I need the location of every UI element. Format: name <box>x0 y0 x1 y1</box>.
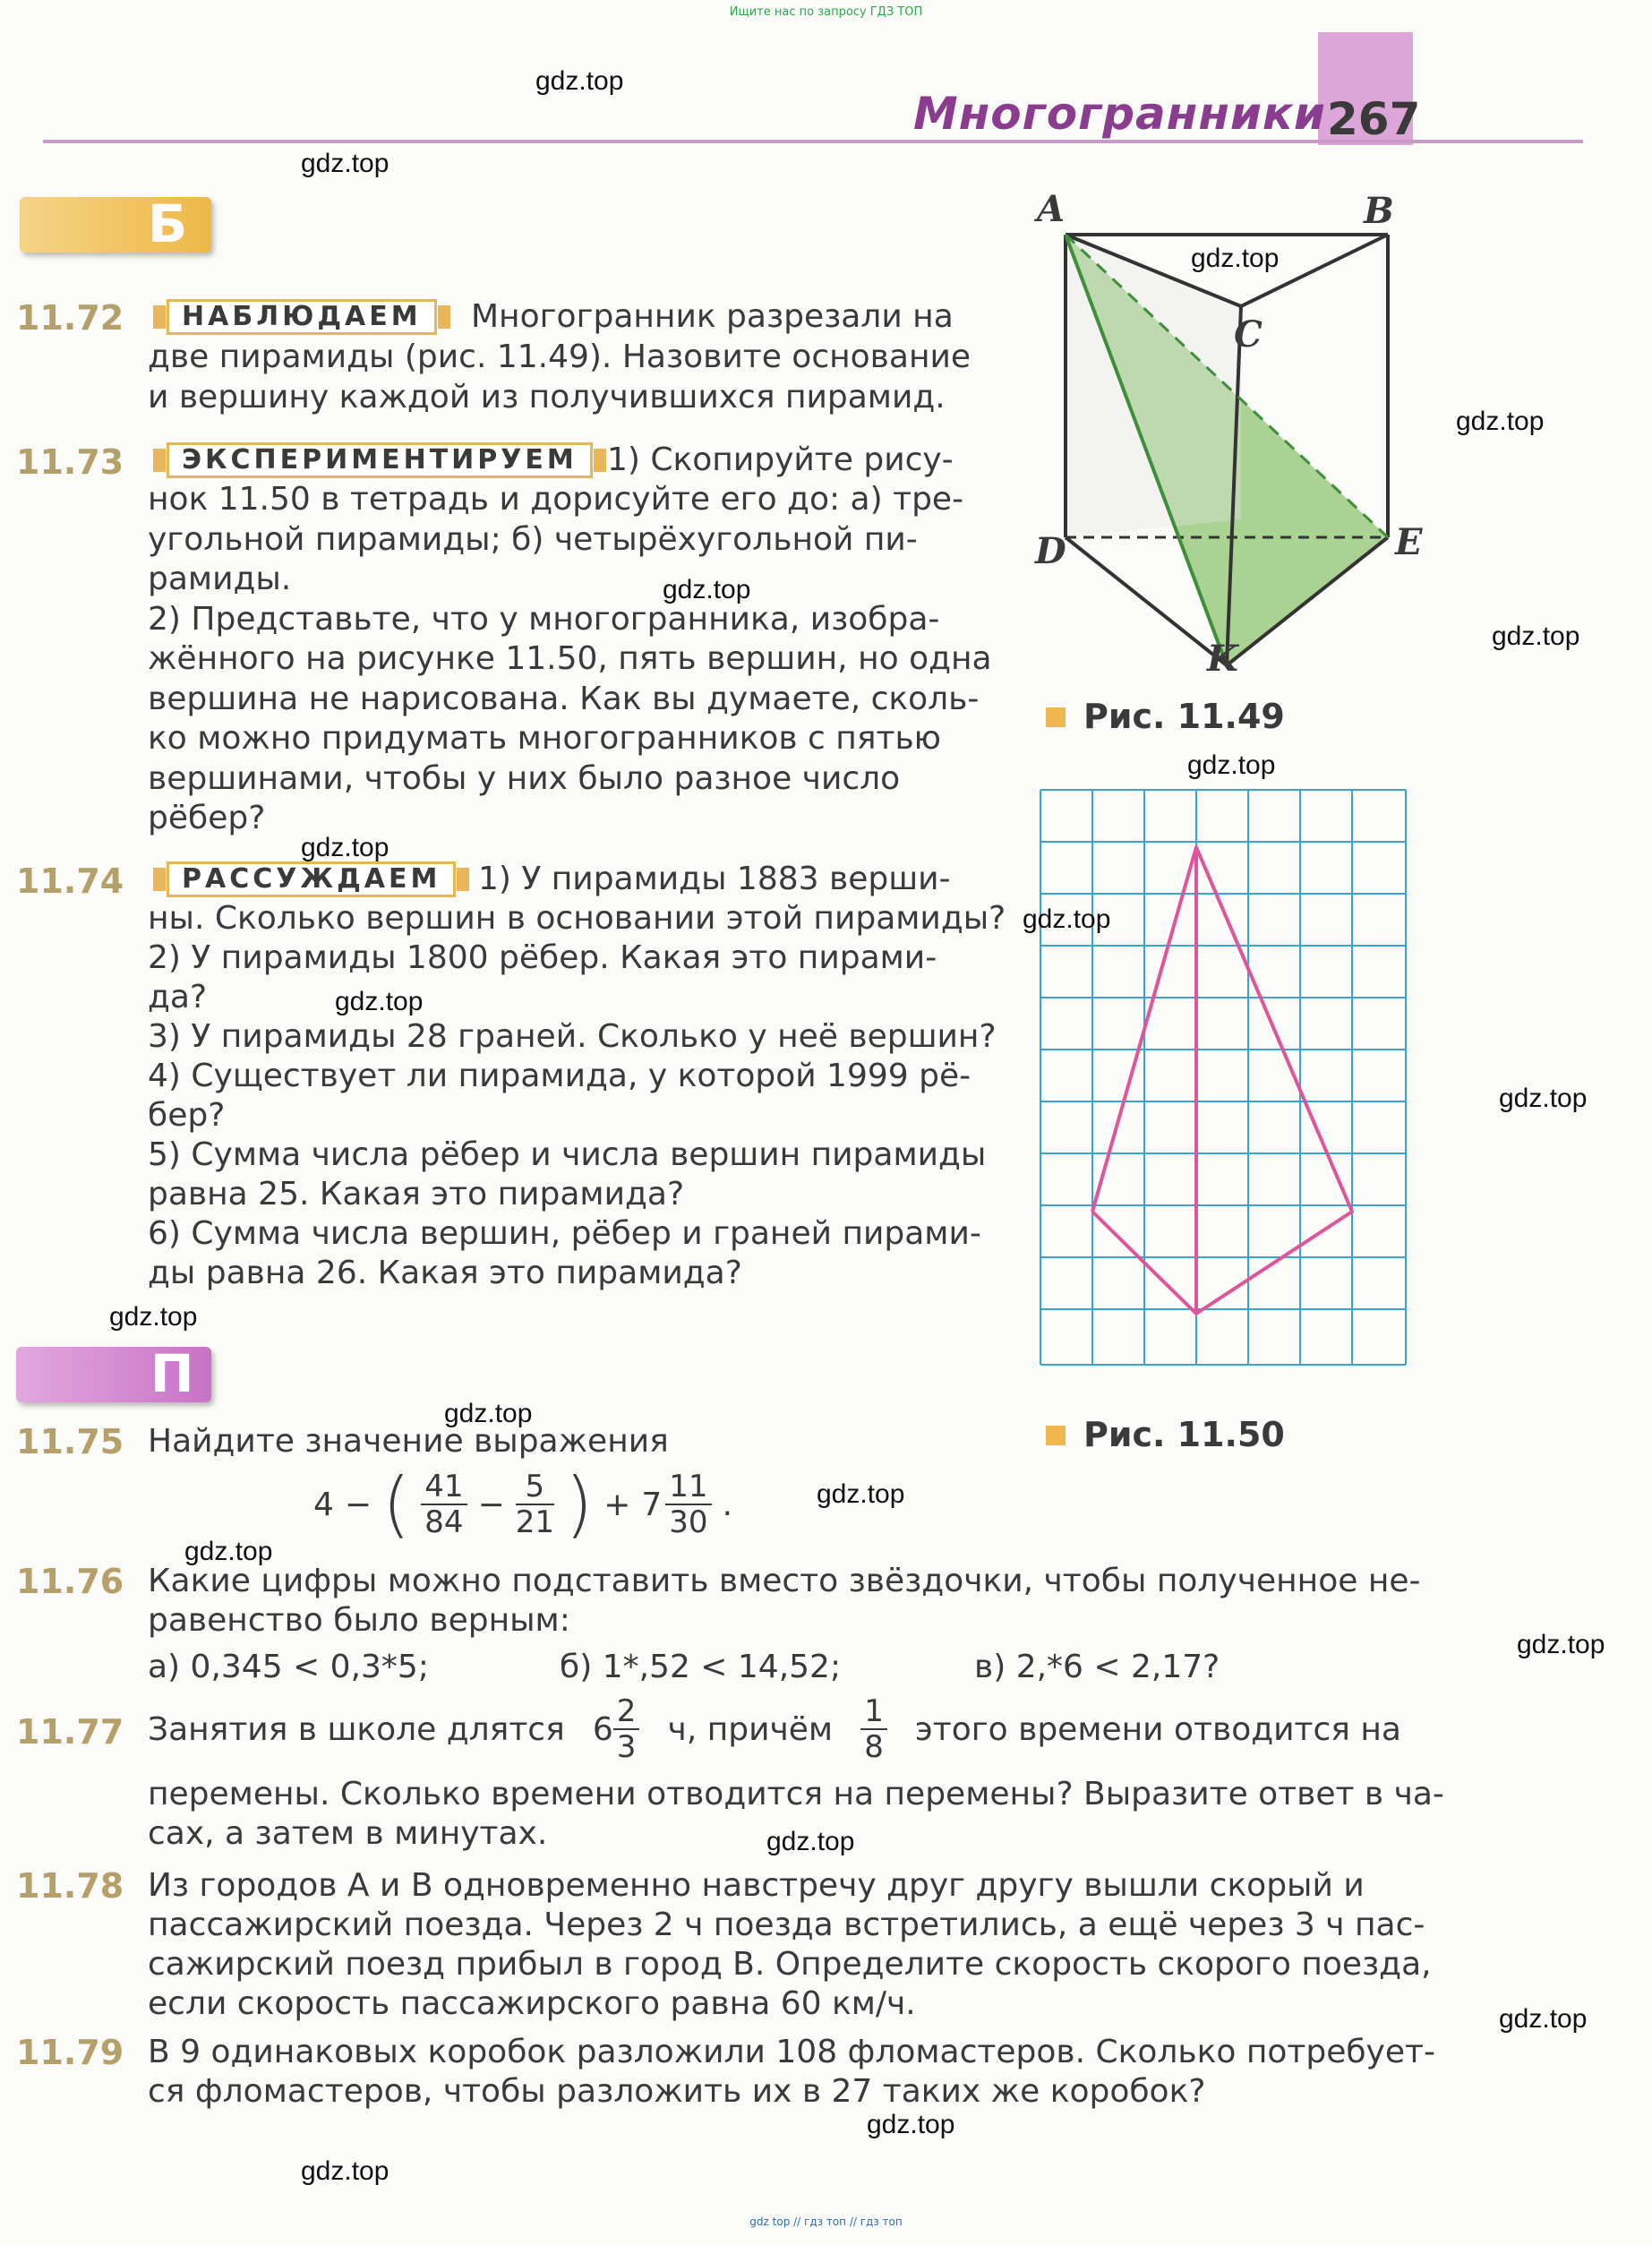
watermark: gdz.top <box>301 833 389 862</box>
fraction: $\frac{11}{30}$ <box>665 1470 711 1539</box>
watermark: gdz.top <box>1492 621 1580 651</box>
watermark: gdz.top <box>301 2156 389 2186</box>
watermark: gdz.top <box>1456 407 1545 436</box>
watermark: gdz.top <box>1191 244 1280 273</box>
fraction: $\frac{5}{21}$ <box>515 1469 554 1540</box>
text-line: две пирамиды (рис. 11.49). Назовите основание <box>148 338 972 375</box>
chapter-title: Многогранники <box>913 88 1326 140</box>
text-line: да? <box>148 979 208 1015</box>
text-line: рёбер? <box>148 800 266 836</box>
watermark: gdz.top <box>1499 2004 1588 2034</box>
watermark: gdz.top <box>535 66 624 96</box>
text-line: 2) Представьте, что у многогранника, изобра- <box>148 601 940 638</box>
text-line: ны. Сколько вершин в основании этой пирамиды? <box>148 900 1006 937</box>
prism-back-face <box>1066 235 1241 537</box>
watermark: gdz.top <box>444 1399 533 1428</box>
watermark: gdz.top <box>663 575 751 604</box>
math-expression <box>313 1462 733 1546</box>
expr-plus: + <box>603 1486 631 1523</box>
grid-lines <box>1040 790 1406 1365</box>
watermark: gdz.top <box>1499 1084 1588 1113</box>
text-line: 1) У пирамиды 1883 верши- <box>478 861 951 897</box>
text-line: сажирский поезд прибыл в город B. Определите скорость скорого поезда, <box>148 1946 1432 1983</box>
figure-caption: Рис. 11.49 <box>1083 697 1285 736</box>
text-line: 3) У пирамиды 28 граней. Сколько у неё вершин? <box>148 1018 997 1055</box>
option-a: а) 0,345 < 0,3*5; <box>148 1649 429 1685</box>
caption-marker <box>1046 1426 1066 1445</box>
problem-number: 11.79 <box>16 2033 124 2072</box>
section-label: ЭКСПЕРИМЕНТИРУЕМ <box>167 442 593 478</box>
problem-number: 11.74 <box>16 861 124 901</box>
problem-number: 11.73 <box>16 442 124 482</box>
kite-outline <box>1092 847 1352 1314</box>
vertex-label: K <box>1207 638 1238 680</box>
watermark: gdz.top <box>301 149 389 178</box>
watermark: gdz.top <box>867 2110 955 2139</box>
watermark: gdz.top <box>109 1302 198 1332</box>
problem-number: 11.77 <box>16 1712 124 1752</box>
paren-right: ) <box>565 1462 594 1546</box>
fraction: $\frac{41}{84}$ <box>421 1470 466 1539</box>
text-line: сах, а затем в минутах. <box>148 1815 548 1852</box>
vertex-label: A <box>1037 188 1066 230</box>
text-line: В 9 одинаковых коробок разложили 108 фломастеров. Сколько потребует- <box>148 2034 1435 2070</box>
text-line: ды равна 26. Какая это пирамида? <box>148 1255 742 1291</box>
watermark: gdz.top <box>184 1537 273 1566</box>
text-line: Найдите значение выражения <box>148 1423 669 1460</box>
section-p-letter: П <box>150 1343 194 1404</box>
text-line: 6) Сумма числа вершин, рёбер и граней пирами- <box>148 1215 981 1252</box>
watermark: gdz.top <box>817 1479 905 1509</box>
text-line: равенство было верным: <box>148 1602 570 1639</box>
problem-number: 11.78 <box>16 1866 124 1906</box>
figure-caption: Рис. 11.50 <box>1083 1415 1285 1454</box>
problem-number: 11.75 <box>16 1422 124 1461</box>
watermark: gdz.top <box>1187 750 1276 780</box>
text-line: 1) Скопируйте рису- <box>607 441 954 478</box>
problem-number: 11.72 <box>16 298 124 338</box>
vertex-label: E <box>1395 521 1423 563</box>
text-line: и вершину каждой из получившихся пирамид. <box>148 379 946 416</box>
watermark: gdz.top <box>335 987 424 1016</box>
text-line: Из городов A и B одновременно навстречу друг другу вышли скорый и <box>148 1867 1365 1904</box>
top-note: Ищите нас по запросу ГДЗ ТОП <box>729 5 923 19</box>
expr-term: 4 <box>313 1486 334 1523</box>
vertex-label: C <box>1234 313 1263 356</box>
text-line: равна 25. Какая это пирамида? <box>148 1176 685 1212</box>
text-line: ко можно придумать многогранников с пятью <box>148 720 941 757</box>
text-line: угольной пирамиды; б) четырёхугольной пи- <box>148 521 918 558</box>
expr-minus-inner: − <box>477 1486 505 1523</box>
option-b: б) 1*,52 < 14,52; <box>560 1649 842 1685</box>
page-number: 267 <box>1327 93 1421 145</box>
text-line: ся фломастеров, чтобы разложить их в 27 таких же коробок? <box>148 2073 1206 2110</box>
section-label: РАССУЖДАЕМ <box>167 861 456 897</box>
watermark: gdz.top <box>766 1827 855 1856</box>
text-line: вершина не нарисована. Как вы думаете, сколь- <box>148 681 980 717</box>
grid-figure <box>1039 788 1415 1370</box>
text-line-with-fractions: Занятия в школе длятся 6 $\frac{2}{3}$ ч, причём $\frac{1}{8}$ этого времени отводится на <box>148 1693 1401 1765</box>
vertex-label: B <box>1364 190 1394 232</box>
text-line: если скорость пассажирского равна 60 км/ч. <box>148 1985 916 2022</box>
expr-minus: − <box>344 1486 372 1523</box>
text-line: жённого на рисунке 11.50, пять вершин, но одна <box>148 640 992 677</box>
mixed-whole: 7 <box>641 1486 663 1523</box>
text-line: вершинами, чтобы у них было разное число <box>148 760 901 797</box>
problem-number: 11.76 <box>16 1562 124 1601</box>
text-line: 5) Сумма числа рёбер и числа вершин пирамиды <box>148 1136 987 1173</box>
text-line: 4) Существует ли пирамида, у которой 1999 рё- <box>148 1058 972 1094</box>
option-c: в) 2,*6 < 2,17? <box>974 1649 1220 1685</box>
text-line: Какие цифры можно подставить вместо звёздочки, чтобы полученное не- <box>148 1563 1421 1599</box>
watermark: gdz.top <box>1517 1630 1605 1659</box>
text-line: перемены. Сколько времени отводится на перемены? Выразите ответ в ча- <box>148 1776 1444 1812</box>
fraction: $\frac{1}{8}$ <box>860 1694 887 1764</box>
expr-end: . <box>722 1486 733 1523</box>
section-label: НАБЛЮДАЕМ <box>167 299 437 335</box>
vertex-label: D <box>1035 530 1066 572</box>
text-line: бер? <box>148 1097 226 1134</box>
mixed-number: 6 $\frac{2}{3}$ <box>593 1694 640 1764</box>
text-line: 2) У пирамиды 1800 рёбер. Какая это пирами- <box>148 939 937 976</box>
bottom-note: gdz top // гдз топ // гдз топ <box>749 2215 903 2228</box>
section-b-letter: Б <box>148 193 188 254</box>
watermark: gdz.top <box>1023 904 1111 934</box>
text-line: рамиды. <box>148 561 292 597</box>
text-line: Многогранник разрезали на <box>471 298 954 335</box>
caption-marker <box>1046 707 1066 727</box>
text-line: нок 11.50 в тетрадь и дорисуйте его до: а) тре- <box>148 481 964 518</box>
paren-left: ( <box>382 1462 411 1546</box>
text-line: пассажирский поезда. Через 2 ч поезда встретились, а ещё через 3 ч пас- <box>148 1907 1425 1943</box>
